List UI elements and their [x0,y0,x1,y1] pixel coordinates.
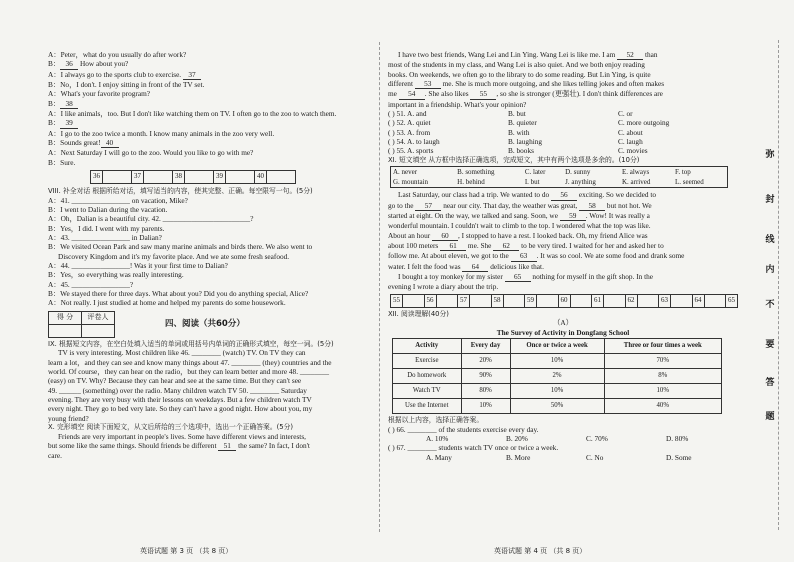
dialog2-line: B：We visited Ocean Park and saw many marine animals and birds there. We also went to [48,242,313,252]
blank-54[interactable]: 54 [399,89,425,99]
answer-cell[interactable] [103,170,132,183]
blank-40[interactable]: 40 [101,138,119,148]
passage-line: different 53 me. She is much more outgoing, and she likes telling jokes and often makes [388,78,665,88]
blank-56[interactable]: 56 [551,190,577,200]
section-ix-title: IX. 根据短文内容，在空白处填入适当的单词或用括号内单词的正确形式填空，每空一词。(5分) [48,339,334,348]
blank-57[interactable]: 57 [415,201,441,211]
seal-char: 不 [765,300,775,310]
ix-line: TV is very interesting. Most children like 46. ________ (watch) TV. On TV they can [58,348,306,358]
dialog1-line: B： 39 [48,118,376,128]
dialog1-line: B： 36 How about you? [48,59,129,69]
left-page [0,0,384,562]
page-footer-left: 英语试题 第 3 页 （共 8 页） [140,547,233,556]
dialog1-line: B：Sure. [48,157,76,167]
part-a-label: （A） [553,318,573,328]
page-footer-right: 英语试题 第 4 页 （共 8 页） [494,547,587,556]
passage-line: important in a friendship. What's your opinion? [388,99,527,109]
option-row[interactable]: ( ) 52. A. quiet B. quieter C. more outgoing [388,118,670,128]
survey-title: The Survey of Activity in Dongfang School [496,327,630,337]
dialog1-line: A：I like animals，too. But I don't like watching them on TV. I often go to the zoo to watch them. [48,108,337,118]
option-row[interactable]: ( ) 55. A. sports B. books C. movies [388,146,648,156]
section-viii-title: VIII. 补全对话 根据所给对话，填写适当的内容，使其完整、正确。每空限写一句。(5分) [48,186,313,195]
score-cell[interactable] [49,324,82,337]
part4-title: 四、阅读（共60分） [165,318,245,329]
answer-grid-36-40: 36 37 38 39 40 [90,170,296,184]
ix-line: young friend? [48,413,89,423]
dialog1-line: A：Next Saturday I will go to the zoo. Would you like to go with me? [48,148,254,158]
question-67-options[interactable]: A. Many B. More C. No D. Some [426,452,692,462]
answer-cell[interactable] [570,294,592,307]
ix-line: 49. ______ (something) over the radio. Many children watch TV 50. ________ Saturday [48,385,307,395]
blank-65[interactable]: 65 [505,272,531,282]
seal-char: 线 [765,235,775,245]
right-page [384,0,746,562]
dialog2-line: A：44. ________________! Was it your first time to Dalian? [48,260,228,270]
blank-36[interactable]: 36 [60,59,78,69]
dialog1-line: B： 38 [48,99,376,109]
xi-line: go to the 57 near our city. That day, the weather was great, 58 but not hot. We [388,200,652,210]
passage-line: most of the students in my class, and Wang Lei is also quiet. And we both enjoy reading [388,60,645,70]
blank-51[interactable]: 51 [218,441,236,451]
seal-char: 内 [765,265,775,275]
xi-line: started at eight. On the way, we talked and sang. Soon, we 59 . Wow! It was really a [388,210,650,220]
dialog1-line: B：No，I don't. I enjoy sitting in front of the TV set. [48,79,205,89]
dialog2-line: A：41. ________________ on vacation, Mike? [48,195,188,205]
blank-59[interactable]: 59 [560,211,586,221]
question-intro: 根据以上内容，选择正确答案。 [388,415,484,424]
seal-char: 要 [765,340,775,350]
question-67: ( ) 67. ________ students watch TV once or twice a week. [388,443,559,453]
blank-52[interactable]: 52 [617,50,643,60]
answer-cell[interactable] [267,170,296,183]
answer-cell[interactable] [704,294,726,307]
seal-char: 题 [765,412,775,422]
seal-char: 答 [765,378,775,388]
question-66: ( ) 66. ________ of the students exercise every day. [388,424,539,434]
survey-row: Exercise 20% 10% 70% [393,353,722,368]
dialog2-line: A：45. ________________? [48,279,134,289]
seal-char: 封 [765,195,775,205]
ix-line: evening. They are very busy with their lessons on weekdays. But a few children watch TV [48,394,312,404]
dialog1-line: A：Peter，what do you usually do after work? [48,50,187,59]
x-line: but some like the same things. Should friends be different 51 the same? In fact, I don't [48,440,310,450]
survey-table [392,338,722,414]
word-bank: A. never B. something C. later D. sunny E. always F. top G. mountain H. behind I. but J. anything K. arrived L. seemed [390,166,728,188]
passage-line: books. On weekends, we often go to the library to do some reading. But Lin Ying, is quite [388,69,651,79]
ix-line: every night. They go to bed very late. So they can't have a good night. How about you, my [48,404,313,414]
ix-line: (easy) on TV. Why? Because they can hear and see at the same time. But they can't see [48,376,302,386]
blank-39[interactable]: 39 [60,118,78,128]
dialog1-line: A：What's your favorite program? [48,89,151,99]
dialog2-line: A：43. ________________ in Dalian? [48,232,162,242]
answer-cell[interactable] [144,170,173,183]
seal-char: 弥 [765,150,775,160]
xi-line: About an hour 60 , I stopped to have a rest. I looked back. Oh, my friend Alice was [388,230,648,240]
xi-line: I bought a toy monkey for my sister 65 nothing for myself in the gift shop. In the [398,271,654,281]
answer-cell[interactable] [185,170,214,183]
blank-64[interactable]: 64 [462,262,488,272]
dialog2-line: B：I went to Dalian during the vacation. [48,204,168,214]
answer-cell[interactable] [604,294,626,307]
blank-62[interactable]: 62 [493,241,519,251]
section-xi-title: XI. 短文填空 从方框中选择正确选项，完成短文，其中有两个选项是多余的。(10分) [388,155,640,164]
dialog2-line: B：We stayed there for three days. What about you? Did you do anything special, Alice? [48,288,309,298]
xi-line: Last Saturday, our class had a trip. We wanted to do 56 exciting. So we decided to [398,190,657,200]
blank-63[interactable]: 63 [511,251,537,261]
xi-line: follow me. At about eleven, we got to the 63 . It was so cool. We ate some food and drank some [388,251,685,261]
answer-cell[interactable] [503,294,525,307]
answer-cell[interactable] [537,294,559,307]
xi-line: water. I felt the food was 64 delicious like that. [388,261,544,271]
grader-cell[interactable] [82,324,115,337]
answer-cell[interactable] [671,294,693,307]
dialog2-line: B：Yes，I did. I went with my parents. [48,223,165,233]
answer-cell[interactable] [470,294,492,307]
dialog1-line: B：Sounds great! 40 [48,138,376,148]
answer-grid-55-65: 55 56 57 58 59 60 61 62 63 64 65 [390,294,738,308]
options-list [388,109,738,156]
blank-58[interactable]: 58 [579,201,605,211]
option-row[interactable]: ( ) 51. A. and B. but C. or [388,108,633,118]
section-xii-title: XII. 阅读理解(40分) [388,309,449,318]
passage-line: me 54 . She also likes 55 , so she is stronger (更强壮). I don't think differences are [388,89,663,99]
seal-line [778,40,779,530]
option-row[interactable]: ( ) 53. A. from B. with C. about [388,127,643,137]
survey-row: Watch TV 80% 10% 10% [393,383,722,398]
xi-line: wonderful mountain. I couldn't wait to climb to the top. I wondered what the top was like. [388,221,651,231]
question-66-options[interactable]: A. 10% B. 20% C. 70% D. 80% [426,433,689,443]
x-line: Friends are very important in people's lives. Some have different views and interests, [58,431,306,441]
answer-cell[interactable] [436,294,458,307]
answer-cell[interactable] [637,294,659,307]
blank-53[interactable]: 53 [415,79,441,89]
blank-55[interactable]: 55 [470,89,496,99]
ix-line: world. Of course，they can hear on the radio，but they can learn better and more 48. ________ [48,366,330,376]
answer-cell[interactable] [226,170,255,183]
dialog2-line: A：Not really. I just studied at home and helped my parents do some housework. [48,298,286,308]
survey-row: Do homework 90% 2% 8% [393,368,722,383]
score-box: 得 分 评卷人 [48,311,115,338]
page-divider [379,42,380,532]
ix-line: learn a lot，and they can see and know many things about 47. ________ (they) countries and the [48,357,332,367]
section-x-title: X. 完形填空 阅读下面短文，从文后所给的三个选项中，选出一个正确答案。(5分) [48,422,294,431]
blank-37[interactable]: 37 [183,70,201,80]
dialog1-line: A：I go to the zoo twice a month. I know many animals in the zoo very well. [48,128,275,138]
survey-header-row: Activity Every day Once or twice a week Three or four times a week [393,338,722,353]
option-row[interactable]: ( ) 54. A. to laugh B. laughing C. laugh [388,136,643,146]
passage-line: I have two best friends, Wang Lei and Lin Ying. Wang Lei is like me. I am 52 than [398,50,658,59]
survey-row: Use the Internet 10% 50% 40% [393,398,722,413]
x-line: care. [48,451,62,461]
xi-line: about 100 meters 61 me. She 62 to be very tired. I waited for her and asked her to [388,240,664,250]
answer-cell[interactable] [403,294,425,307]
dialog2-line: A：Oh，Dalian is a beautiful city. 42. ________________________? [48,214,254,224]
blank-61[interactable]: 61 [440,241,466,251]
xi-line: evening I wrote a diary about the trip. [388,282,499,292]
blank-60[interactable]: 60 [432,231,458,241]
dialog2-line: Discovery Kingdom and it's my favorite place. And we ate some fresh seafood. [58,251,290,261]
dialog1-line: A：I always go to the sports club to exercise. 37 [48,70,376,80]
part4-header [48,311,376,338]
dialog2-line: B：Yes，so everything was really interesting. [48,270,184,280]
blank-38[interactable]: 38 [60,99,78,109]
